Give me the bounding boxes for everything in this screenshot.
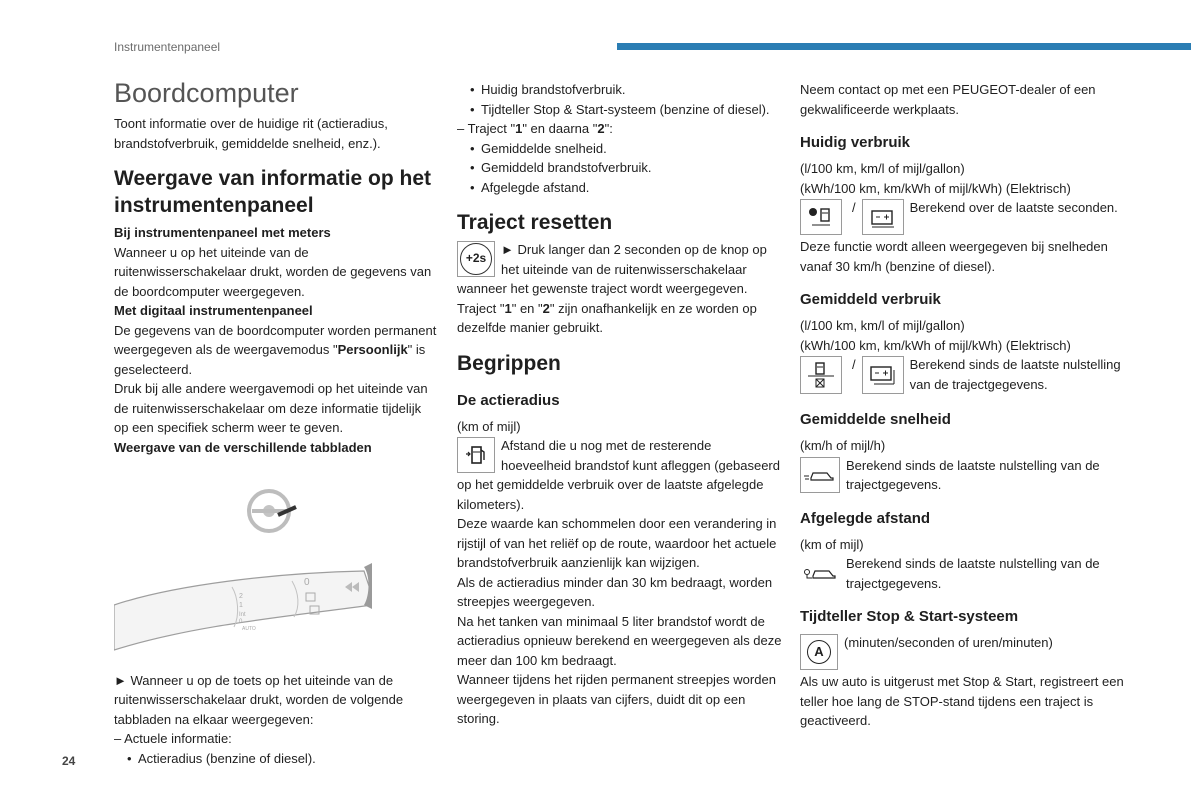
svg-text:0: 0 <box>239 619 243 625</box>
digital-label: Met digitaal instrumentenpaneel <box>114 303 313 318</box>
reset-text: ► Druk langer dan 2 seconden op de knop op het uiteinde van de ruitenwisserschakelaar wanneer het gewenste traject wordt weergegeven. <box>457 242 767 296</box>
wiper-stalk <box>114 563 372 650</box>
intro-text: Toont informatie over de huidige rit (actieradius, brandstofverbruik, gemiddelde snelheid, enz.). <box>114 116 388 151</box>
avg-fuel-icon <box>800 356 842 394</box>
heading-trip-reset: Traject resetten <box>457 211 613 234</box>
page-title: Boordcomputer <box>114 78 299 108</box>
speed-unit: (km/h of mijl/h) <box>800 438 886 453</box>
column-2 <box>457 80 782 729</box>
page-number: 24 <box>62 754 76 768</box>
current-note: Deze functie wordt alleen weergegeven bij snelheden vanaf 30 km/h (benzine of diesel). <box>800 239 1108 274</box>
list-item: • Huidig brandstofverbruik. <box>457 80 782 100</box>
avg-unit-2: (kWh/100 km, km/kWh of mijl/kWh) (Elektrisch) <box>800 337 1071 353</box>
meters-text: Wanneer u op het uiteinde van de ruitenwisserschakelaar drukt, worden de gegevens van de boordcomputer weergegeven. <box>114 244 432 299</box>
slash-separator: / <box>852 357 856 372</box>
timer-row <box>800 633 1125 672</box>
distance-calc-row <box>800 554 1125 593</box>
digital-text-2: Druk bij alle andere weergavemodi op het uiteinde van de ruitenwisserschakelaar om deze informatie tijdelijk op een specifiek scherm weer te geven. <box>114 381 428 435</box>
slash-separator: / <box>852 200 856 215</box>
range-text-2: Deze waarde kan schommelen door een verandering in rijstijl of van het reliëf op de route, waardoor het actuele brandstofverbruik aanzienlijk kan wijzigen. <box>457 516 777 570</box>
column-1 <box>114 78 439 768</box>
avg-battery-icon <box>862 356 904 394</box>
list-item: • Afgelegde afstand. <box>457 178 782 198</box>
svg-text:AUTO: AUTO <box>242 626 256 632</box>
svg-text:0: 0 <box>304 577 310 588</box>
speed-calc-text: Berekend sinds de laatste nulstelling van de trajectgegevens. <box>846 457 1100 492</box>
car-distance-icon <box>800 555 840 591</box>
heading-stopstart-timer: Tijdteller Stop & Start-systeem <box>800 608 1019 625</box>
svg-text:1: 1 <box>239 602 243 609</box>
persoonlijk-mode: Persoonlijk <box>337 342 408 357</box>
avg-calc-text: Berekend sinds de laatste nulstelling van de trajectgegevens. <box>909 357 1121 392</box>
digital-text: De gegevens van de boordcomputer worden permanent weergegeven als de weergavemodus "Persoonlijk" is geselecteerd. <box>114 322 437 377</box>
meters-label: Bij instrumentenpaneel met meters <box>114 225 331 240</box>
dealer-text: Neem contact op met een PEUGEOT-dealer of een gekwalificeerde werkplaats. <box>800 82 1096 117</box>
heading-avg-consumption: Gemiddeld verbruik <box>800 291 941 308</box>
current-calc-text: Berekend over de laatste seconden. <box>909 200 1118 215</box>
range-unit: (km of mijl) <box>457 418 521 434</box>
svg-text:Int: Int <box>239 612 246 618</box>
current-info-label: – Actuele informatie: <box>114 731 232 746</box>
heading-avg-speed: Gemiddelde snelheid <box>800 411 951 428</box>
heading-display-info: Weergave van informatie op het instrumentenpaneel <box>114 167 432 217</box>
reset-text-2: Traject "1" en "2" zijn onafhankelijk en ze worden op dezelfde manier gebruikt. <box>457 300 757 335</box>
reset-2s-icon: +2s <box>457 241 495 277</box>
list-item: • Tijdteller Stop & Start-systeem (benzine of diesel). <box>457 100 782 120</box>
steering-wheel-icon <box>249 491 296 531</box>
svg-text:2: 2 <box>239 593 243 600</box>
car-speed-icon <box>800 457 840 493</box>
press-text: ► Wanneer u op de toets op het uiteinde van de ruitenwisserschakelaar drukt, worden de volgende tabbladen na elkaar weergegeven: <box>114 672 404 727</box>
speed-calc-row <box>800 456 1125 495</box>
current-calc-row <box>800 198 1125 237</box>
heading-range: De actieradius <box>457 391 560 409</box>
avg-unit-1: (l/100 km, km/l of mijl/gallon) <box>800 318 965 333</box>
heading-current-consumption: Huidig verbruik <box>800 134 911 151</box>
timer-text: Als uw auto is uitgerust met Stop & Start, registreert een teller hoe lang de STOP-stand tijdens een traject is geactiveerd. <box>800 674 1124 728</box>
column-3 <box>800 80 1125 731</box>
timer-unit: (minuten/seconden of uren/minuten) <box>844 635 1053 650</box>
heading-distance: Afgelegde afstand <box>800 509 931 527</box>
distance-calc-text: Berekend sinds de laatste nulstelling van de trajectgegevens. <box>846 556 1100 591</box>
list-item: • Gemiddeld brandstofverbruik. <box>457 158 782 178</box>
battery-icon <box>862 199 904 235</box>
range-text-5: Wanneer tijdens het rijden permanent streepjes worden weergegeven in plaats van cijfers, duidt dit op een storing. <box>457 672 776 726</box>
fuel-pump-icon <box>457 437 495 473</box>
current-unit-2: (kWh/100 km, km/kWh of mijl/kWh) (Elektrisch) <box>800 180 1071 196</box>
current-unit-1: (l/100 km, km/l of mijl/gallon) <box>800 161 965 176</box>
range-text: Afstand die u nog met de resterende hoeveelheid brandstof kunt afleggen (gebaseerd op het gemiddelde verbruik over de laatste afgelegde kilometers). <box>457 438 780 512</box>
avg-calc-row <box>800 355 1125 396</box>
wiper-stalk-illustration <box>114 475 372 655</box>
distance-unit: (km of mijl) <box>800 536 864 552</box>
fuel-gauge-icon <box>800 199 842 235</box>
stop-start-icon: A <box>800 634 838 670</box>
running-header: Instrumentenpaneel <box>114 40 221 54</box>
range-description <box>457 436 782 514</box>
heading-terms: Begrippen <box>457 351 561 375</box>
range-text-4: Na het tanken van minimaal 5 liter brandstof wordt de actieradius opnieuw berekend en weergegeven als deze meer dan 100 km bedraagt. <box>457 613 782 668</box>
trip-label: – Traject "1" en daarna "2": <box>457 121 613 136</box>
list-item: • Gemiddelde snelheid. <box>457 139 782 159</box>
tabs-label: Weergave van de verschillende tabbladen <box>114 439 372 455</box>
reset-instruction <box>457 240 782 299</box>
range-text-3: Als de actieradius minder dan 30 km bedraagt, worden streepjes weergegeven. <box>457 574 773 609</box>
header-accent-bar <box>617 43 1191 50</box>
list-item: • Actieradius (benzine of diesel). <box>114 749 439 769</box>
